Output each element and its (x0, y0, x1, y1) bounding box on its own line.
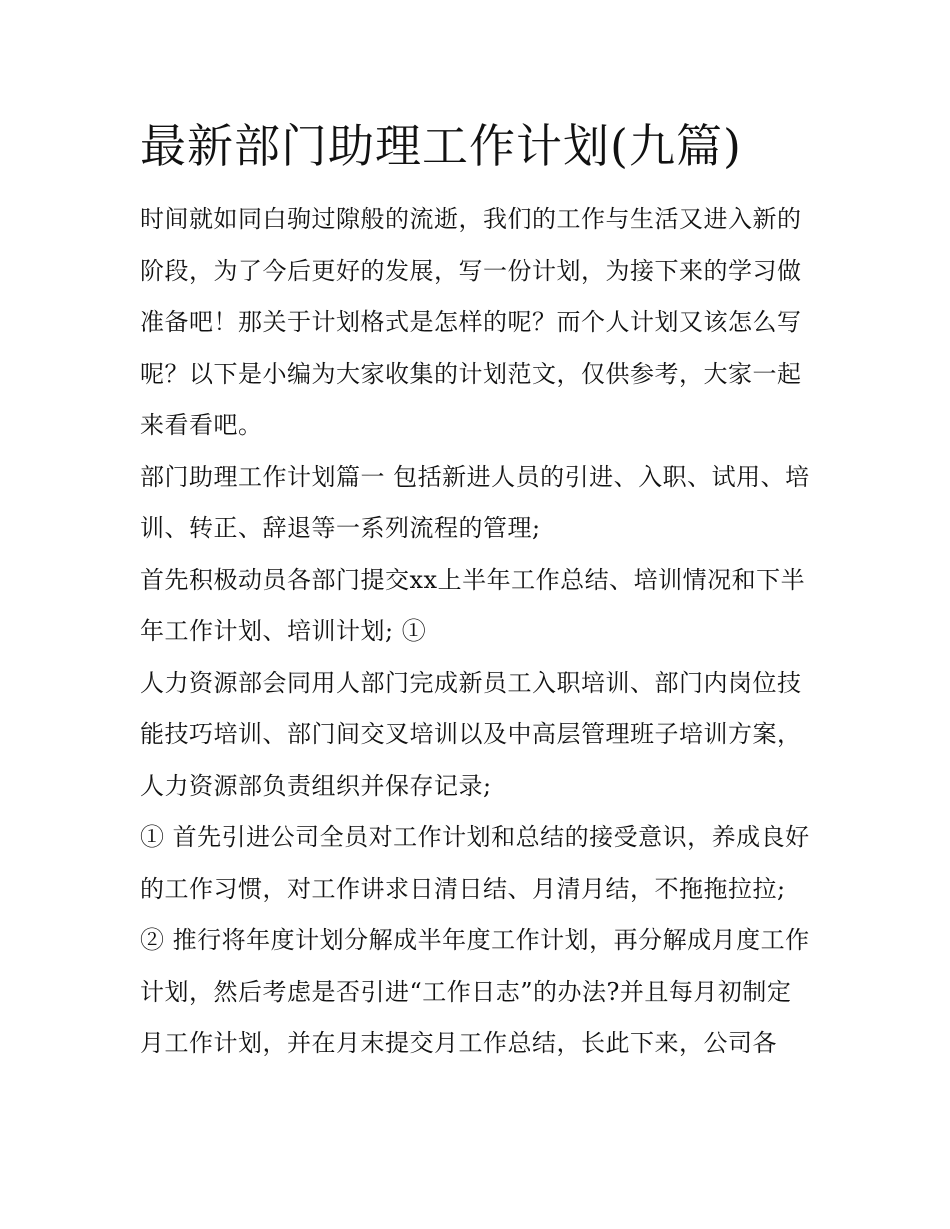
paragraph-point-two: ② 推行将年度计划分解成半年度工作计划，再分解成月度工作计划，然后考虑是否引进“工作日志”的办法?并且每月初制定月工作计划，并在月末提交月工作总结，长此下来，公司各 (140, 926, 810, 1057)
paragraph-point-one: ① 首先引进公司全员对工作计划和总结的接受意识，养成良好的工作习惯，对工作讲求日清日结、月清月结，不拖拖拉拉; (140, 823, 810, 903)
document-body (140, 112, 815, 1070)
document-title: 最新部门助理工作计划(九篇) (140, 119, 742, 173)
paragraph-section-one: 部门助理工作计划篇一 包括新进人员的引进、入职、试用、培训、转正、辞退等一系列流程的管理; (140, 462, 810, 542)
paragraph-intro: 时间就如同白驹过隙般的流逝，我们的工作与生活又进入新的阶段，为了今后更好的发展，写一份计划，为接下来的学习做准备吧！那关于计划格式是怎样的呢？而个人计划又该怎么写呢？以下是小编为大家收集的计划范文，仅供参考，大家一起来看看吧。 (140, 205, 802, 439)
paragraph-training-plan: 人力资源部会同用人部门完成新员工入职培训、部门内岗位技能技巧培训、部门间交叉培训以及中高层管理班子培训方案，人力资源部负责组织并保存记录; (140, 668, 802, 800)
paragraph-summary-request: 首先积极动员各部门提交xx上半年工作总结、培训情况和下半年工作计划、培训计划; ① (140, 565, 806, 645)
